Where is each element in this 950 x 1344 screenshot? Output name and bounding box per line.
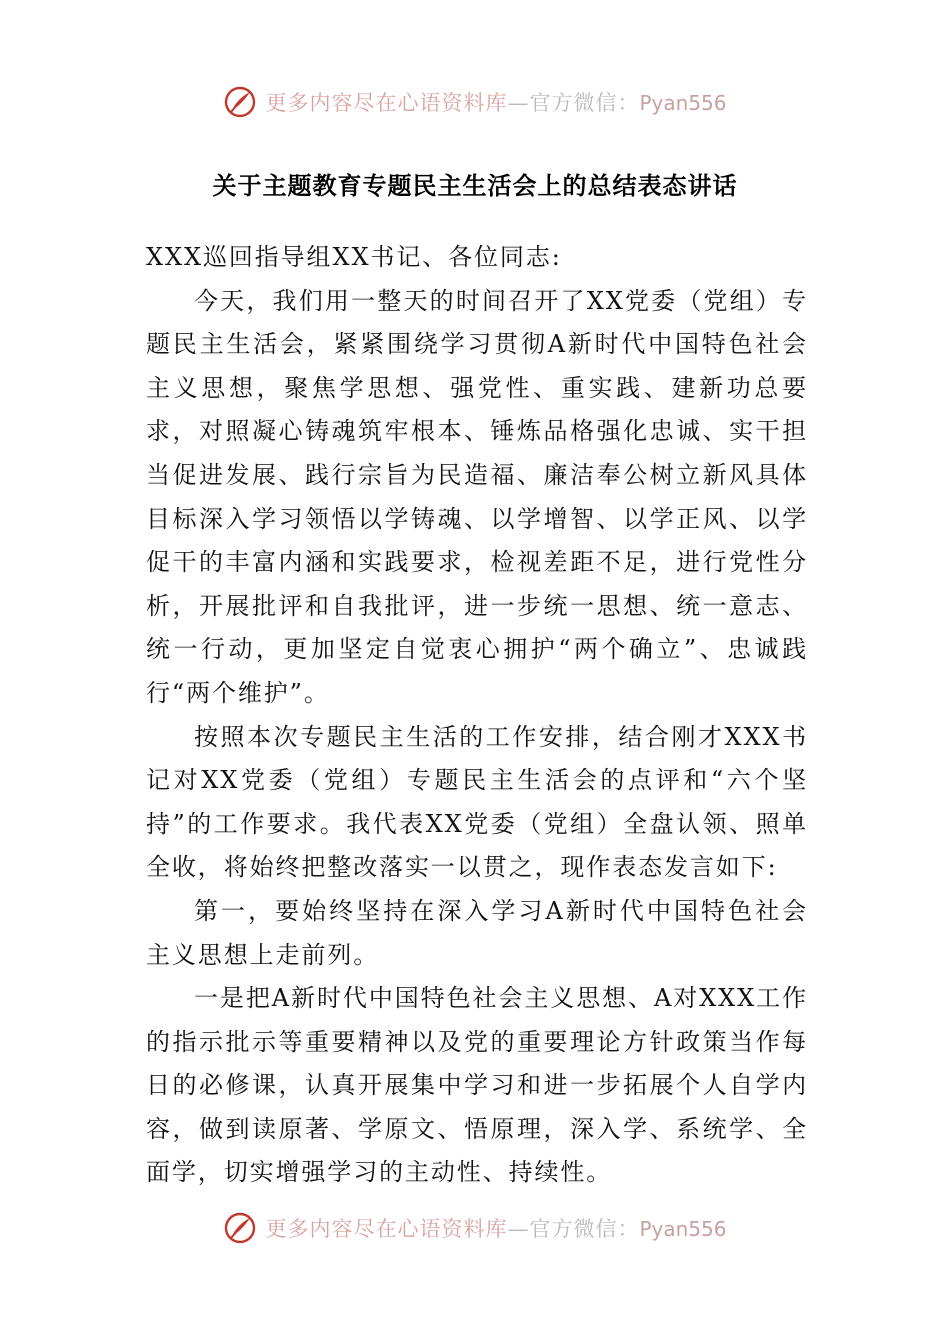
watermark-header [0,80,950,124]
watermark-main-text: 更多内容尽在心语资料库 [265,1217,508,1241]
watermark-footer [0,1206,950,1250]
watermark-sub-text: —官方微信： [507,1217,640,1241]
quill-logo-icon [223,1211,257,1245]
paragraph-4: 一是把A新时代中国特色社会主义思想、A对XXX工作的指示批示等重要精神以及党的重要理论方针政策当作每日的必修课，认真开展集中学习和进一步拓展个人自学内容，做到读原著、学原文、悟原理，深入学、系统学、全面学，切实增强学习的主动性、持续性。 [146,984,808,1187]
watermark-main-text: 更多内容尽在心语资料库 [265,91,508,115]
paragraph-1: 今天，我们用一整天的时间召开了XX党委（党组）专题民主生活会，紧紧围绕学习贯彻A新时代中国特色社会主义思想，聚焦学思想、强党性、重实践、建新功总要求，对照凝心铸魂筑牢根本、锤炼品格强化忠诚、实干担当促进发展、践行宗旨为民造福、廉洁奉公树立新风具体目标深入学习领悟以学铸魂、以学增智、以学正风、以学促干的丰富内涵和实践要求，检视差距不足，进行党性分析，开展批评和自我批评，进一步统一思想、统一意志、统一行动，更加坚定自觉衷心拥护“两个确立”、忠诚践行“两个维护”。 [146,286,808,707]
document-title: 关于主题教育专题民主生活会上的总结表态讲话 [212,172,738,200]
watermark-id-text: Pyan556 [639,1217,727,1241]
quill-logo-icon [223,85,257,119]
watermark-text [265,87,726,117]
salutation: XXX巡回指导组XX书记、各位同志: [146,243,562,271]
paragraph-2: 按照本次专题民主生活的工作安排，结合刚才XXX书记对XX党委（党组）专题民主生活会的点评和“六个坚持”的工作要求。我代表XX党委（党组）全盘认领、照单全收，将始终把整改落实一以贯之，现作表态发言如下: [146,722,808,882]
watermark-text [265,1213,726,1243]
watermark-sub-text: —官方微信： [507,91,640,115]
document-body [146,236,808,1195]
watermark-id-text: Pyan556 [639,91,727,115]
paragraph-3: 第一，要始终坚持在深入学习A新时代中国特色社会主义思想上走前列。 [146,896,808,969]
